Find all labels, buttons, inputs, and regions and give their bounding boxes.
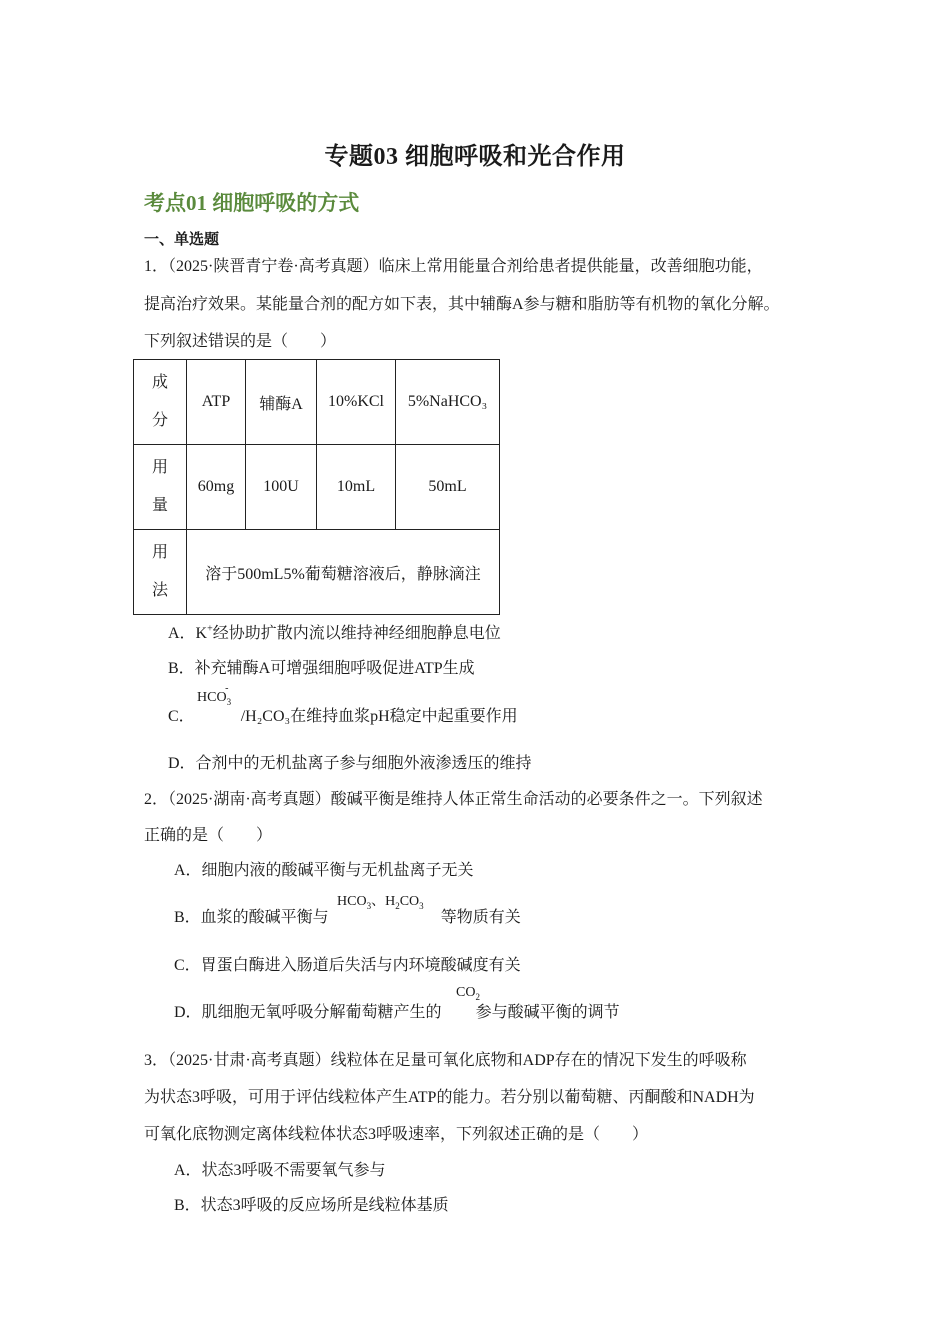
table-row: [134, 445, 500, 530]
table-header-cell: 成 分: [134, 360, 187, 445]
q1-formula-table: [133, 359, 500, 615]
table-row: [134, 530, 500, 615]
table-row: [134, 360, 500, 445]
section-heading: 考点01 细胞呼吸的方式: [144, 191, 360, 215]
table-cell: 100U: [246, 445, 317, 530]
part-heading: 一、单选题: [144, 232, 220, 248]
option-text: 经协助扩散内流以维持神经细胞静息电位: [212, 625, 501, 642]
table-cell: 溶于500mL5%葡萄糖溶液后，静脉滴注: [187, 530, 500, 615]
q3-option-a[interactable]: A．状态3呼吸不需要氧气参与: [174, 1162, 386, 1179]
option-text: B．血浆的酸碱平衡与: [174, 909, 329, 926]
q2-stem-line2: 正确的是（ ）: [144, 827, 273, 844]
option-text: 参与酸碱平衡的调节: [475, 1004, 620, 1021]
q1-stem-line2: 提高治疗效果。某能量合剂的配方如下表，其中辅酶A参与糖和脂肪等有机物的氧化分解。: [144, 296, 780, 313]
q3-option-b[interactable]: B．状态3呼吸的反应场所是线粒体基质: [174, 1197, 449, 1214]
table-header-cell: 用 量: [134, 445, 187, 530]
q1-option-d[interactable]: D．合剂中的无机盐离子参与细胞外液渗透压的维持: [168, 755, 532, 772]
option-text: /H₂CO₃在维持血浆pH稳定中起重要作用: [240, 708, 518, 725]
table-cell: 辅酶A: [246, 360, 317, 445]
q3-stem-line1: 3．（2025·甘肃·高考真题）线粒体在足量可氧化底物和ADP存在的情况下发生的呼吸称: [144, 1052, 747, 1069]
page-title: 专题03 细胞呼吸和光合作用: [324, 144, 626, 170]
option-text: 等物质有关: [440, 909, 521, 926]
q3-stem-line2: 为状态3呼吸，可用于评估线粒体产生ATP的能力。若分别以葡萄糖、丙酮酸和NADH为: [144, 1089, 755, 1106]
q2-option-a[interactable]: A．细胞内液的酸碱平衡与无机盐离子无关: [174, 862, 474, 879]
option-text: A．K: [168, 625, 208, 642]
table-cell: 10%KCl: [317, 360, 396, 445]
table-cell: 10mL: [317, 445, 396, 530]
table-cell: 60mg: [187, 445, 246, 530]
q2-option-c[interactable]: C．胃蛋白酶进入肠道后失活与内环境酸碱度有关: [174, 957, 521, 974]
chem-formula-co2: $CO_2$: [456, 985, 480, 1002]
q1-stem-line1: 1．（2025·陕晋青宁卷·高考真题）临床上常用能量合剂给患者提供能量，改善细胞功能，: [144, 258, 763, 275]
q1-option-b[interactable]: B．补充辅酶A可增强细胞呼吸促进ATP生成: [168, 660, 475, 677]
option-text: D．肌细胞无氧呼吸分解葡萄糖产生的: [174, 1004, 442, 1021]
chem-formula-hco3-h2co3: $HCO_3$、$H_2CO_3$: [337, 894, 424, 911]
table-header-cell: 用 法: [134, 530, 187, 615]
q1-option-a[interactable]: [168, 620, 501, 643]
chem-formula-hco3: $HCO_3^-$: [197, 683, 232, 707]
table-cell: ATP: [187, 360, 246, 445]
q1-stem-line3: 下列叙述错误的是（ ）: [144, 333, 337, 350]
q3-stem-line3: 可氧化底物测定离体线粒体状态3呼吸速率，下列叙述正确的是（ ）: [144, 1126, 649, 1143]
table-cell: 5%NaHCO₃: [396, 360, 500, 445]
q1-option-c[interactable]: [168, 703, 518, 726]
q2-stem-line1: 2．（2025·湖南·高考真题）酸碱平衡是维持人体正常生命活动的必要条件之一。下列叙述: [144, 791, 763, 808]
table-cell: 50mL: [396, 445, 500, 530]
q2-option-d[interactable]: [174, 999, 620, 1022]
superscript: +: [207, 623, 213, 635]
option-label: C．: [168, 708, 195, 725]
